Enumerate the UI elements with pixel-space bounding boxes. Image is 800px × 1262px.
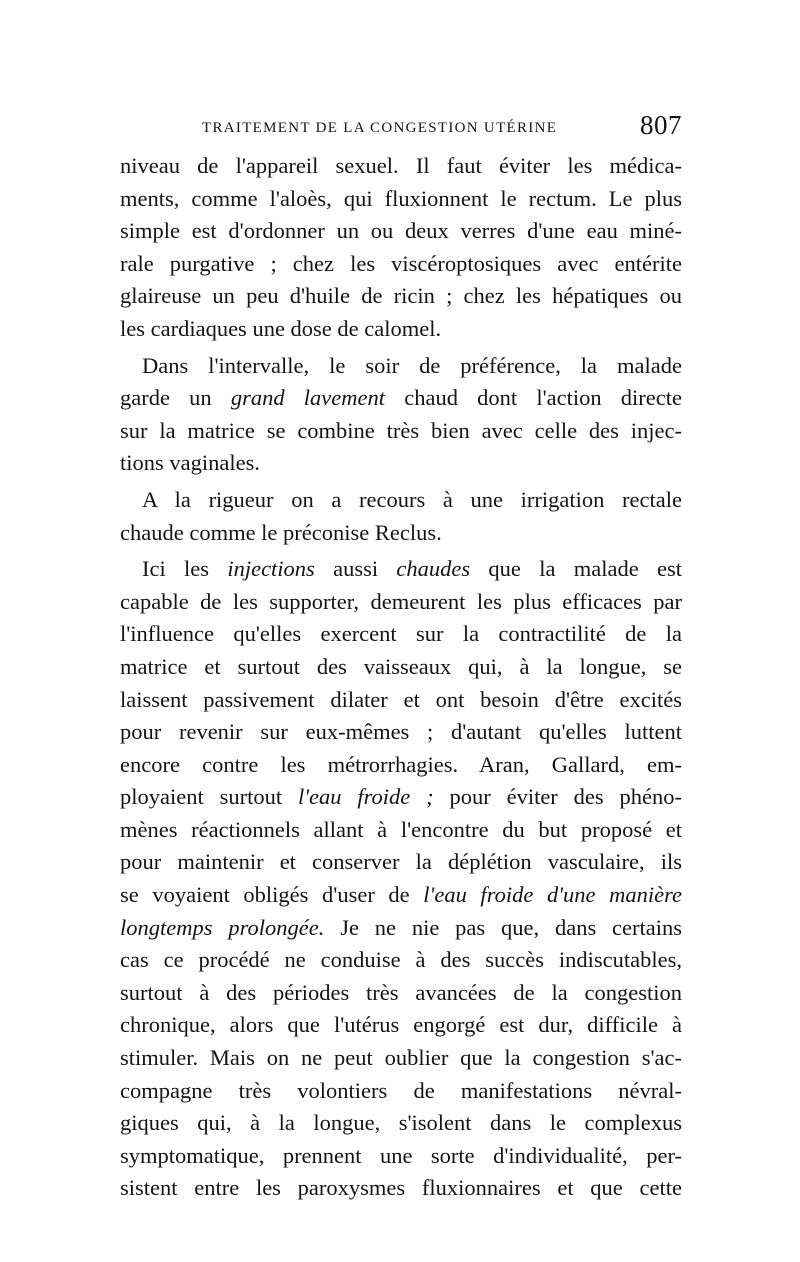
- text-line-with-italic: [120, 781, 682, 814]
- text-line: giques qui, à la longue, s'isolent dans le complexus: [120, 1110, 682, 1136]
- text-line-with-italic: [120, 553, 682, 586]
- text-line: tions vaginales.: [120, 450, 260, 476]
- text-line: sistent entre les paroxysmes fluxionnaires et que cette: [120, 1175, 682, 1201]
- text-segment: chaud dont l'action directe: [385, 385, 682, 411]
- text-line: capable de les supporter, demeurent les plus efficaces par: [120, 588, 682, 614]
- text-line: laissent passivement dilater et ont besoin d'être excités: [120, 686, 682, 712]
- paragraph-2: [120, 350, 682, 480]
- text-segment: ployaient surtout: [120, 784, 298, 810]
- running-title: TRAITEMENT DE LA CONGESTION UTÉRINE: [202, 120, 558, 136]
- text-line: les cardiaques une dose de calomel.: [120, 315, 442, 341]
- text-segment: se voyaient obligés d'user de: [120, 882, 424, 908]
- text-line: compagne très volontiers de manifestations névral-: [120, 1077, 682, 1103]
- text-line: niveau de l'appareil sexuel. Il faut éviter les médica-: [120, 153, 682, 178]
- paragraph-3: [120, 484, 682, 549]
- page-number: 807: [640, 110, 682, 140]
- text-line: encore contre les métrorrhagies. Aran, Gallard, em-: [120, 751, 682, 777]
- paragraph-1: [120, 150, 682, 346]
- text-line-with-italic: [120, 912, 682, 945]
- text-line-with-italic: [120, 879, 682, 912]
- text-line: symptomatique, prennent une sorte d'individualité, per-: [120, 1142, 682, 1168]
- text-line: pour maintenir et conserver la déplétion vasculaire, ils: [120, 849, 682, 875]
- text-segment: Je ne nie pas que, dans certains: [324, 914, 682, 940]
- text-line: A la rigueur on a recours à une irrigation rectale: [142, 486, 682, 512]
- italic-phrase: longtemps prolongée.: [120, 914, 325, 940]
- text-line: matrice et surtout des vaisseaux qui, à la longue, se: [120, 653, 682, 679]
- text-line: mènes réactionnels allant à l'encontre du but proposé et: [120, 816, 682, 842]
- text-line: simple est d'ordonner un ou deux verres d'une eau miné-: [120, 218, 682, 244]
- text-line: glaireuse un peu d'huile de ricin ; chez les hépatiques ou: [120, 283, 682, 309]
- italic-phrase: l'eau froide ;: [297, 784, 434, 810]
- text-line: stimuler. Mais on ne peut oublier que la congestion s'ac-: [120, 1045, 682, 1071]
- text-segment: aussi: [314, 556, 397, 582]
- text-line: l'influence qu'elles exercent sur la contractilité de la: [120, 621, 682, 647]
- italic-phrase: chaudes: [396, 556, 471, 582]
- text-line: cas ce procédé ne conduise à des succès indiscutables,: [120, 947, 682, 973]
- italic-phrase: l'eau froide d'une manière: [423, 882, 682, 908]
- text-line: chronique, alors que l'utérus engorgé est dur, difficile à: [120, 1012, 682, 1038]
- body-text: [120, 150, 682, 1205]
- running-header: [120, 110, 682, 146]
- text-line: rale purgative ; chez les viscéroptosiques avec entérite: [120, 250, 682, 276]
- text-segment: pour éviter des phéno-: [433, 784, 682, 810]
- text-line: surtout à des périodes très avancées de la congestion: [120, 979, 682, 1005]
- text-line-with-italic: [120, 382, 682, 415]
- italic-phrase: injections: [227, 556, 315, 582]
- text-line: Dans l'intervalle, le soir de préférence, la malade: [142, 352, 682, 378]
- text-line: sur la matrice se combine très bien avec celle des injec-: [120, 417, 682, 443]
- text-line: pour revenir sur eux-mêmes ; d'autant qu'elles luttent: [120, 719, 682, 745]
- text-segment: Ici les: [142, 556, 228, 582]
- text-segment: que la malade est: [470, 556, 682, 582]
- italic-phrase: grand lavement: [230, 385, 386, 411]
- text-line: chaude comme le préconise Reclus.: [120, 519, 442, 545]
- text-segment: garde un: [120, 385, 231, 411]
- paragraph-4: [120, 553, 682, 1205]
- text-line: ments, comme l'aloès, qui fluxionnent le rectum. Le plus: [120, 185, 682, 211]
